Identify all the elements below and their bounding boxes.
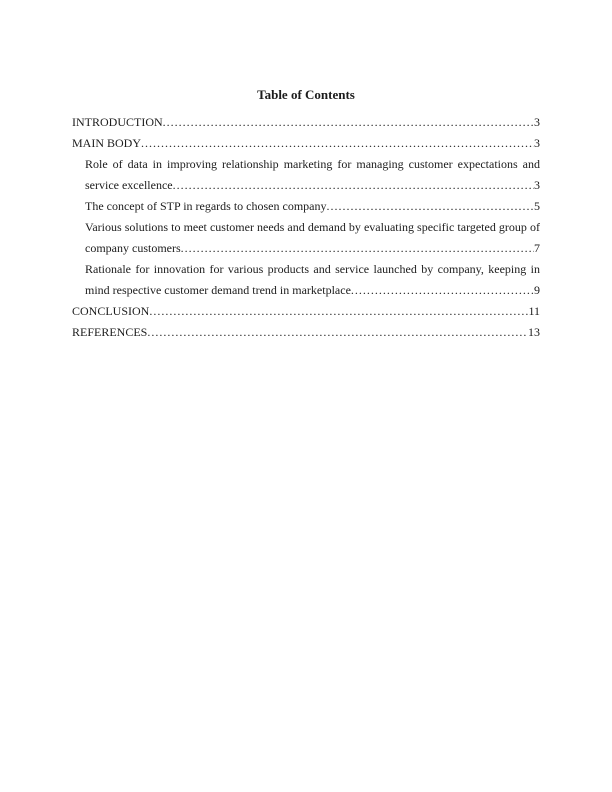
toc-entry-last-line xyxy=(72,322,540,343)
dot-leader xyxy=(173,175,534,196)
toc-entry-last-line xyxy=(85,280,540,301)
toc-entry-last-line xyxy=(85,175,540,196)
toc-page-number: 11 xyxy=(528,304,540,318)
toc-list xyxy=(72,112,540,343)
toc-entry-label: CONCLUSION xyxy=(72,304,150,318)
dot-leader xyxy=(141,133,534,154)
toc-entry-wrapped-text xyxy=(85,217,540,238)
toc-entry xyxy=(72,196,540,217)
dot-leader xyxy=(327,196,535,217)
toc-entry xyxy=(72,301,540,322)
toc-entry xyxy=(72,217,540,259)
toc-entry-label: service excellence xyxy=(85,178,173,192)
dot-leader xyxy=(163,112,534,133)
dot-leader xyxy=(351,280,534,301)
dot-leader xyxy=(147,322,528,343)
toc-page-number: 3 xyxy=(534,136,540,150)
toc-page-number: 3 xyxy=(534,115,540,129)
toc-entry-label: company customers xyxy=(85,241,181,255)
toc-entry-label: MAIN BODY xyxy=(72,136,141,150)
toc-entry xyxy=(72,154,540,196)
toc-entry xyxy=(72,112,540,133)
toc-entry xyxy=(72,259,540,301)
toc-entry xyxy=(72,133,540,154)
toc-page-number: 5 xyxy=(534,199,540,213)
toc-entry-last-line xyxy=(72,301,540,322)
page-title: Table of Contents xyxy=(257,87,355,102)
toc-entry-text-line: Various solutions to meet customer needs and demand by evaluating specific targeted group of xyxy=(85,220,540,234)
toc-entry-label: The concept of STP in regards to chosen company xyxy=(85,199,327,213)
toc-entry-label: mind respective customer demand trend in marketplace xyxy=(85,283,351,297)
toc-entry-wrapped-text xyxy=(85,259,540,280)
toc-entry xyxy=(72,322,540,343)
toc-entry-label: INTRODUCTION xyxy=(72,115,163,129)
toc-entry-last-line xyxy=(72,133,540,154)
toc-entry-text-line: Rationale for innovation for various products and service launched by company, keeping in xyxy=(85,262,540,276)
toc-page-number: 9 xyxy=(534,283,540,297)
toc-entry-last-line xyxy=(72,112,540,133)
toc-page-number: 3 xyxy=(534,178,540,192)
toc-section xyxy=(72,84,540,343)
dot-leader xyxy=(181,238,534,259)
toc-page-number: 7 xyxy=(534,241,540,255)
toc-entry-wrapped-text xyxy=(85,154,540,175)
toc-entry-text-line: Role of data in improving relationship marketing for managing customer expectations and xyxy=(85,157,540,171)
toc-entry-last-line xyxy=(85,196,540,217)
toc-page-number: 13 xyxy=(528,325,540,339)
toc-entry-last-line xyxy=(85,238,540,259)
dot-leader xyxy=(149,301,528,322)
toc-entry-label: REFERENCES xyxy=(72,325,148,339)
